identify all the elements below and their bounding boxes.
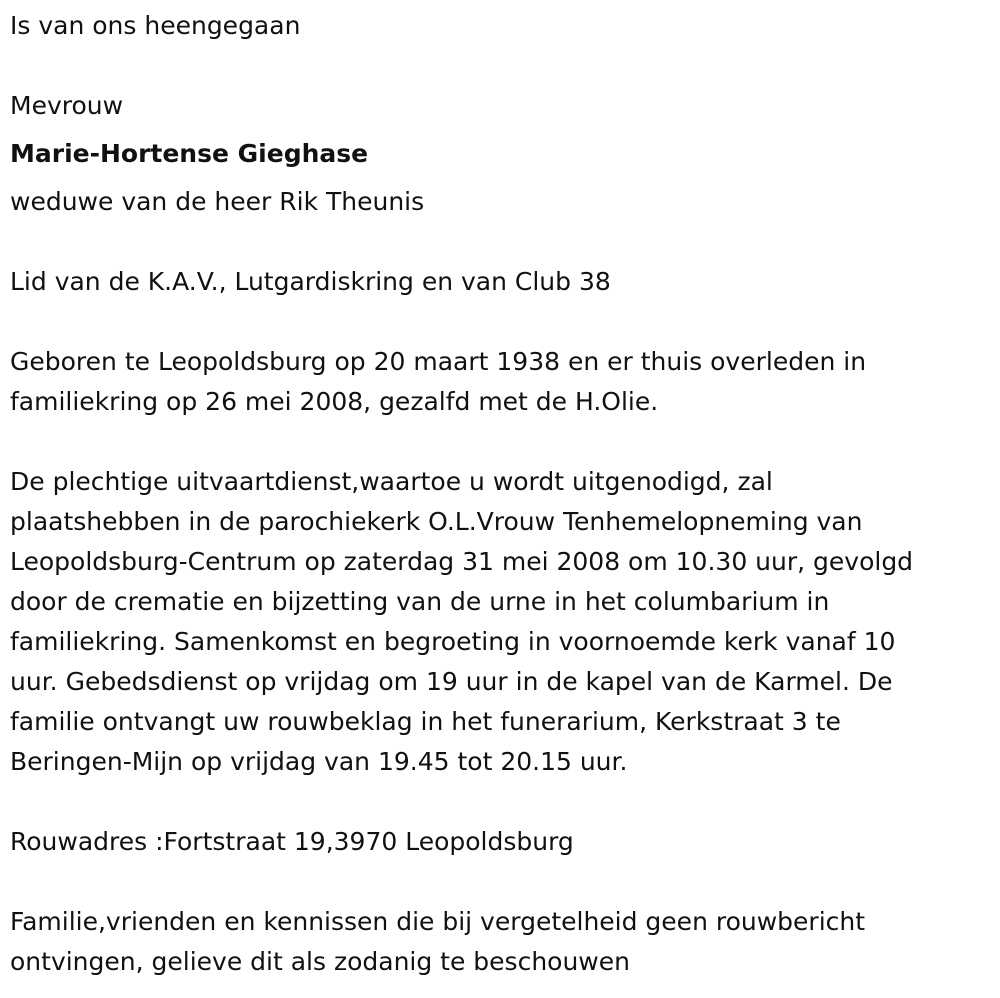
obituary-notice — [10, 6, 985, 982]
honorific: Mevrouw — [10, 91, 124, 120]
relation-line: weduwe van de heer Rik Theunis — [10, 187, 425, 216]
intro-line: Is van ons heengegaan — [10, 11, 301, 40]
closing-paragraph: Familie,vrienden en kennissen die bij vergetelheid geen rouwbericht ontvingen, gelieve dit als zodanig te beschouwen — [10, 907, 866, 976]
funeral-paragraph: De plechtige uitvaartdienst,waartoe u wordt uitgenodigd, zal plaatshebben in de parochiekerk O.L.Vrouw Tenhemelopneming van Leopoldsburg-Centrum op zaterdag 31 mei 2008 om 10.30 uur, gevolgd door de crematie en bijzetting van de urne in het columbarium in familiekring. Samenkomst en begroeting in voornoemde kerk vanaf 10 uur. Gebedsdienst op vrijdag om 19 uur in de kapel van de Karmel. De familie ontvangt uw rouwbeklag in het funerarium, Kerkstraat 3 te Beringen-Mijn op vrijdag van 19.45 tot 20.15 uur. — [10, 467, 914, 776]
deceased-name: Marie-Hortense Gieghase — [10, 139, 369, 168]
membership-line: Lid van de K.A.V., Lutgardiskring en van Club 38 — [10, 267, 611, 296]
birth-death-paragraph: Geboren te Leopoldsburg op 20 maart 1938 en er thuis overleden in familiekring op 26 mei 2008, gezalfd met de H.Olie. — [10, 347, 867, 416]
address-line: Rouwadres :Fortstraat 19,3970 Leopoldsburg — [10, 827, 574, 856]
